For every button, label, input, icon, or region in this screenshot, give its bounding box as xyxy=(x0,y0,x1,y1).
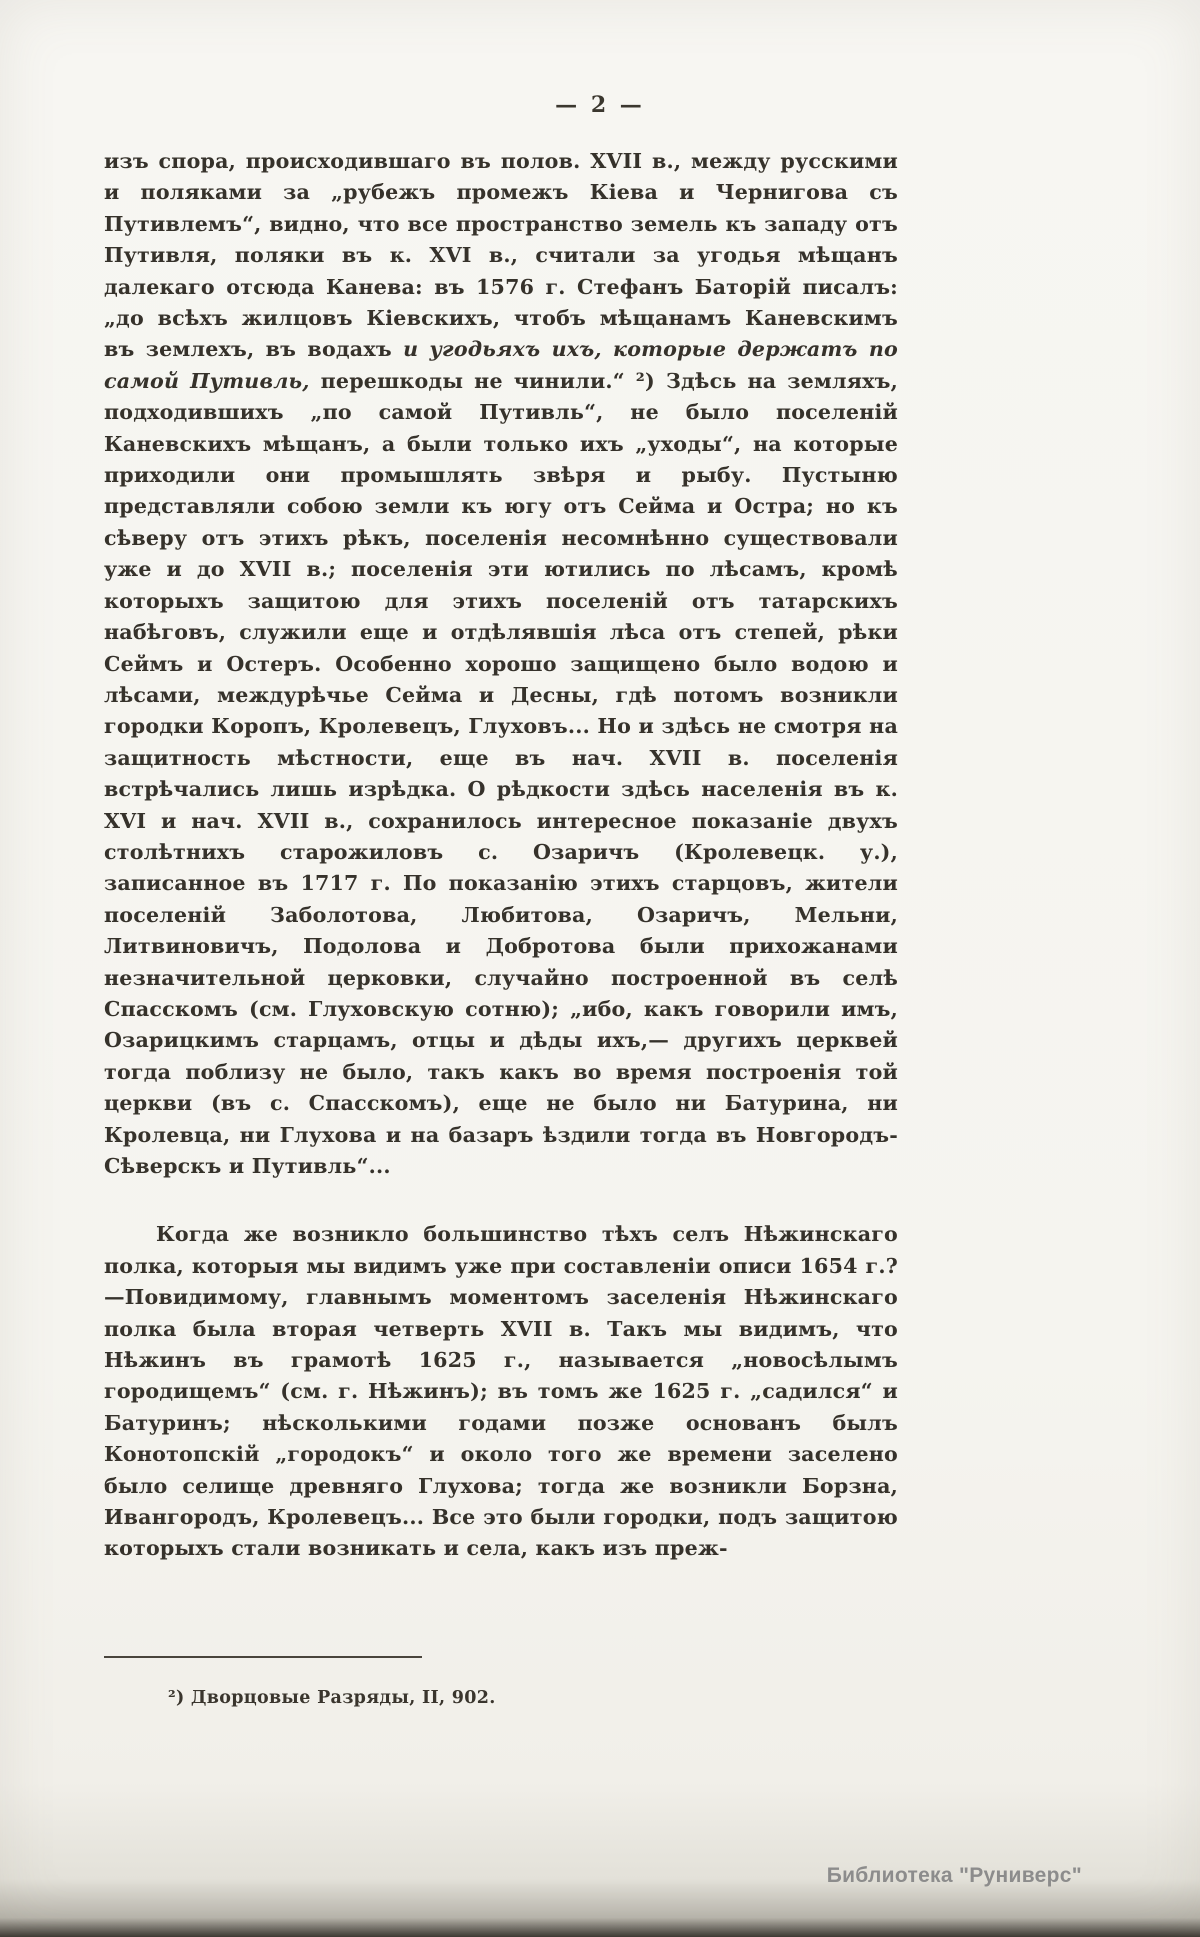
page-number: — 2 — xyxy=(555,92,645,118)
paragraph-1-text-continued: перешкоды не чинили.“ ²) Здѣсь на земляхъ, подходившихъ „по самой Путивль“, не было поселеній Каневскихъ мѣщанъ, а были только ихъ „уходы“, на которые приходили они промышлять звѣря и рыбу. Пустыню представляли собою земли къ югу отъ Сейма и Остра; но къ сѣверу отъ этихъ рѣкъ, поселенія несомнѣнно существовали уже и до XVII в.; поселенія эти ютились по лѣсамъ, кромѣ которыхъ защитою для этихъ поселеній отъ татарскихъ набѣговъ, служили еще и отдѣлявшія лѣса отъ степей, рѣки Сеймъ и Остеръ. Особенно хорошо защищено было водою и лѣсами, междурѣчье Сейма и Десны, гдѣ потомъ возникли городки Коропъ, Кролевецъ, Глуховъ... Но и здѣсь не смотря на защитность мѣстности, еще въ нач. XVII в. поселенія встрѣчались лишь изрѣдка. О рѣдкости здѣсь населенія въ к. XVI и нач. XVII в., сохранилось интересное показаніе двухъ столѣтнихъ старожиловъ с. Озаричъ (Кролевецк. у.), записанное въ 1717 г. По показанію этихъ старцовъ, жители поселеній Заболотова, Любитова, Озаричъ, Мельни, Литвиновичъ, Подолова и Добротова были прихожанами незначительной церковки, случайно построенной въ селѣ Спасскомъ (см. Глуховскую сотню); „ибо, какъ говорили имъ, Озарицкимъ старцамъ, отцы и дѣды ихъ,— другихъ церквей тогда поблизу не было, такъ какъ во время построенія той церкви (въ с. Спасскомъ), еще не было ни Батурина, ни Кролевца, ни Глухова и на базаръ ѣздили тогда въ Новгородъ-Сѣверскъ и Путивль“... xyxy=(104,368,899,1178)
footnote-area xyxy=(104,1656,898,1708)
footnote-text: ²) Дворцовые Разряды, II, 902. xyxy=(168,1688,496,1708)
paragraph-2: Когда же возникло большинство тѣхъ селъ Нѣжинскаго полка, которыя мы видимъ уже при составленіи описи 1654 г.?—Повидимому, главнымъ моментомъ заселенія Нѣжинскаго полка была вторая четверть XVII в. Такъ мы видимъ, что Нѣжинъ въ грамотѣ 1625 г., называется „новосѣлымъ городищемъ“ (см. г. Нѣжинъ); въ томъ же 1625 г. „садился“ и Батуринъ; нѣсколькими годами позже основанъ былъ Конотопскій „городокъ“ и около того же времени заселено было селище древняго Глухова; тогда же возникли Борзна, Ивангородъ, Кролевецъ... Все это были городки, подъ защитою которыхъ стали возникать и села, какъ изъ преж- xyxy=(104,1222,898,1561)
paragraph-1 xyxy=(104,146,898,1182)
page-text-block xyxy=(104,146,898,1565)
library-watermark: Библиотека "Руниверс" xyxy=(826,1864,1082,1887)
paragraph-1-italic-quote: и угодьяхъ ихъ, которые держатъ по самой Путивль, xyxy=(104,337,898,393)
paragraph-1-text: изъ спора, происходившаго въ полов. XVII в., между русскими и поляками за „рубежъ промежъ Кіева и Чернигова съ Путивлемъ“, видно, что все пространство земель къ западу отъ Путивля, поляки въ к. XVI в., считали за угодья мѣщанъ далекаго отсюда Канева: въ 1576 г. Стефанъ Баторій писалъ: „до всѣхъ жилцовъ Кіевскихъ, чтобъ мѣщанамъ Каневскимъ въ землехъ, въ водахъ xyxy=(104,149,898,362)
footnote-rule xyxy=(104,1656,422,1658)
